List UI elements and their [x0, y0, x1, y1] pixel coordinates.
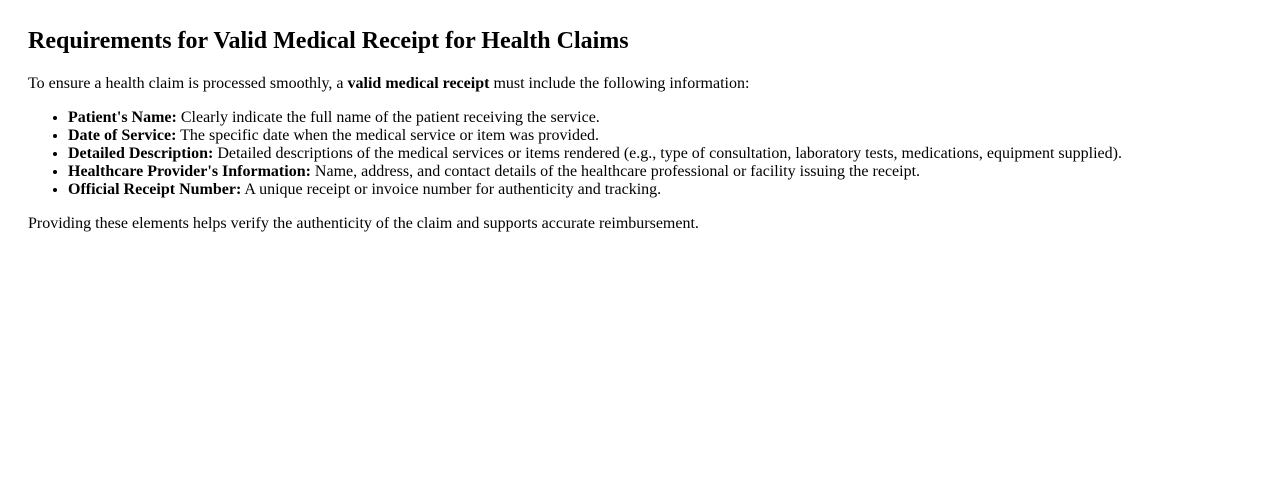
item-text: Name, address, and contact details of the healthcare professional or facility issuing the receipt. — [310, 163, 921, 180]
list-item — [68, 145, 1250, 163]
intro-text-end: must include the following information: — [489, 75, 750, 92]
item-label: Healthcare Provider's Information: — [68, 163, 311, 180]
intro-paragraph — [28, 75, 1250, 93]
item-text: The specific date when the medical service or item was provided. — [176, 127, 600, 144]
requirements-list — [28, 109, 1250, 199]
item-text: A unique receipt or invoice number for authenticity and tracking. — [241, 181, 662, 198]
item-text: Detailed descriptions of the medical services or items rendered (e.g., type of consultation, laboratory tests, medications, equipment supplied). — [213, 145, 1122, 162]
intro-emphasis: valid medical receipt — [347, 75, 490, 92]
item-label: Date of Service: — [68, 127, 177, 144]
item-text: Clearly indicate the full name of the patient receiving the service. — [176, 109, 600, 126]
list-item — [68, 181, 1250, 199]
list-item — [68, 163, 1250, 181]
list-item — [68, 127, 1250, 145]
intro-text: To ensure a health claim is processed smoothly, a — [28, 75, 348, 92]
item-label: Official Receipt Number: — [68, 181, 242, 198]
closing-paragraph: Providing these elements helps verify the authenticity of the claim and supports accurate reimbursement. — [28, 215, 699, 232]
item-label: Patient's Name: — [68, 109, 177, 126]
document — [0, 0, 1278, 233]
page-title: Requirements for Valid Medical Receipt for Health Claims — [28, 28, 629, 54]
list-item — [68, 109, 1250, 127]
item-label: Detailed Description: — [68, 145, 214, 162]
